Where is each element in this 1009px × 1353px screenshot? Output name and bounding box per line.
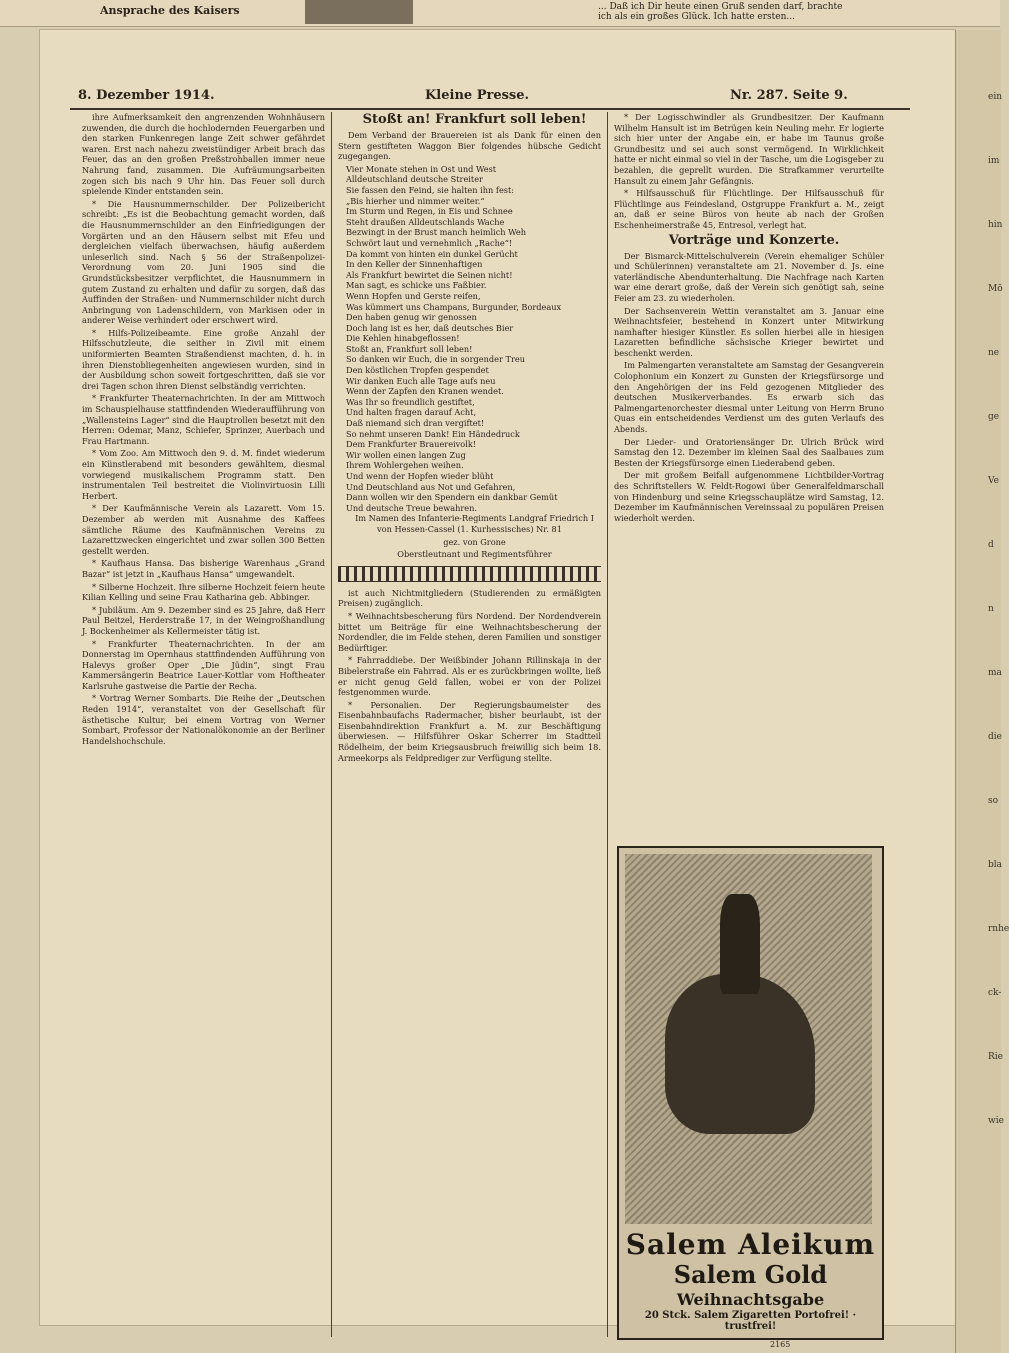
edge-fragment: n [988, 604, 994, 614]
section-title-concerts: Vorträge und Konzerte. [668, 232, 840, 248]
poem-line: Und deutsche Treue bewahren. [346, 502, 477, 513]
column-rule [331, 112, 332, 1337]
poem-line: Schwört laut und vernehmlich „Rache“! [346, 237, 513, 248]
rider-figure [720, 894, 760, 994]
article-paragraph: ist auch Nichtmitgliedern (Studierenden zu ermäßigten Preisen) zugänglich. [338, 587, 601, 609]
poem [338, 164, 601, 514]
article-paragraph: * Vom Zoo. Am Mittwoch den 9. d. M. findet wiederum ein Künstlerabend mit besonders gewähltem, diesmal vorwiegend musikalischem Programm statt. Den instrumentalen Teil bestreitet die Violinvirtuosin Lilli Herbert. [82, 448, 325, 501]
poem-line: Wir danken Euch alle Tage aufs neu [346, 375, 496, 386]
poem-line: Stoßt an, Frankfurt soll leben! [346, 343, 473, 354]
article-paragraph: * Vortrag Werner Sombarts. Die Reihe der „Deutschen Reden 1914“, veranstaltet von der Gesellschaft für ästhetische Kultur, bei einem Vortrag von Werner Sombart, Professor der Nationalökonomie an der Berliner Handelshochschule. [82, 693, 325, 746]
poem-line: Was Ihr so freundlich gestiftet, [346, 396, 475, 407]
column-2 [338, 112, 601, 1337]
ad-brand-1: Salem Aleikum [625, 1228, 876, 1261]
poem-line: Da kommt von hinten ein dunkel Gerücht [346, 248, 518, 259]
poem-line: Den köstlichen Tropfen gespendet [346, 365, 489, 376]
poem-line: Wenn der Zapfen den Kranen wendet. [346, 386, 504, 397]
poem-line: Im Sturm und Regen, in Eis und Schnee [346, 206, 513, 217]
edge-fragment: ein [988, 92, 1003, 102]
poem-line: So nehmt unseren Dank! Ein Händedruck [346, 428, 520, 439]
horse-figure [665, 974, 815, 1134]
prev-illustration [305, 0, 413, 24]
poem-line: In den Keller der Sinnenhaftigen [346, 259, 483, 270]
poem-line: Steht draußen Alldeutschlands Wache [346, 216, 505, 227]
poem-line: Und halten fragen darauf Acht, [346, 407, 477, 418]
poem-line: Und Deutschland aus Not und Gefahren, [346, 481, 516, 492]
edge-fragment: hin [988, 220, 1003, 230]
ad-offer: 20 Stck. Salem Zigaretten Portofrei! · trustfrei! [644, 1310, 857, 1332]
page-header [70, 88, 910, 110]
ad-illustration [625, 854, 872, 1224]
column-rule [607, 112, 608, 1337]
article-paragraph: Im Palmengarten veranstaltete am Samstag der Gesangverein Colophonium ein Konzert zu Gunsten der Kriegsfürsorge und den Angehörigen der ins Feld gezogenen Mitglieder des deutschen Musikerverbandes. Es erwarb sich das Palmengartenorchester diesmal unter Leitung von Herrn Bruno Quas ein entscheidendes Verdienst um des guten Verlaufs des Abends. [614, 360, 884, 435]
article-paragraph: * Fahrraddiebe. Der Weißbinder Johann Rillinskaja in der Bibelerstraße ein Fahrrad. Als er es zurückbringen wollte, ließ er nicht genug Geld fallen, wobei er von der Polizei festgenommen wurde. [338, 655, 601, 698]
article-paragraph: * Frankfurter Theaternachrichten. In der am Donnerstag im Opernhaus stattfindenden Aufführung von Halevys großer Oper „Die Jüdin“, singt Frau Kammersängerin Beatrice Lauer-Kottlar vom Hoftheater Karlsruhe gastweise die Partie der Recha. [82, 638, 325, 691]
signature-regiment: Im Namen des Infanterie-Regiments Landgraf Friedrich I von Hessen-Cassel (1. Kurhessisches) Nr. 81 [355, 513, 594, 534]
poem-line: „Bis hierher und nimmer weiter.“ [346, 195, 485, 206]
edge-fragment: wie [988, 1116, 1004, 1126]
signature-rank: Oberstleutnant und Regimentsführer [397, 549, 552, 560]
header-issue: Nr. 287. Seite 9. [730, 88, 848, 103]
edge-fragment: im [988, 156, 1000, 166]
edge-fragment: ck- [988, 988, 1002, 998]
edge-fragment: so [988, 796, 999, 806]
ad-tagline: Weihnachtsgabe [676, 1290, 825, 1309]
column-3 [614, 112, 884, 832]
column-1 [82, 112, 325, 1337]
edge-fragment: Ve [988, 476, 999, 486]
poem-intro: Dem Verband der Brauereien ist als Dank für einen den Stern gestifteten Waggon Bier folgendes hübsche Gedicht zugegangen. [338, 130, 601, 162]
article-paragraph: * Hilfs-Polizeibeamte. Eine große Anzahl der Hilfsschutzleute, die seither in Zivil mit einem uniformierten Beamten Straßendienst machten, d. h. in ihren Dienstobliegenheiten angewiesen wurden, sind in der Ausbildung schon soweit fortgeschritten, daß sie vor drei Tagen schon ihren Dienst selbständig verrichten. [82, 327, 325, 391]
article-paragraph: * Der Kaufmännische Verein als Lazarett. Vom 15. Dezember ab werden mit Ausnahme des Kaffees sämtliche Räume des Kaufmännischen Vereins zu Lazarettzwecken eingerichtet und zwar sollen 300 Betten gestellt werden. [82, 503, 325, 556]
poem-line: Sie fassen den Feind, sie halten ihn fest: [346, 184, 515, 195]
article-hilfsausschuss: * Hilfsausschuß für Flüchtlinge. Der Hilfsausschuß für Flüchtlinge aus Feindesland, Ostgruppe Frankfurt a. M., zeigt an, daß er seine Büros von heute ab nach der Großen Eschenheimerstraße 45, Entresol, verlegt hat. [614, 188, 884, 230]
article-paragraph: * Kaufhaus Hansa. Das bisherige Warenhaus „Grand Bazar“ ist jetzt in „Kaufhaus Hansa“ umgewandelt. [82, 558, 325, 579]
poem-line: Doch lang ist es her, daß deutsches Bier [346, 322, 514, 333]
article-paragraph: Der Sachsenverein Wettin veranstaltet am 3. Januar eine Weihnachtsfeier, bestehend in Konzert unter Mitwirkung namhafter hiesiger Künstler. Es sollen hierbei alle in hiesigen Lazaretten befindliche sächsische Krieger bewirtet und beschenkt werden. [614, 305, 884, 358]
edge-fragment: Rie [988, 1052, 1003, 1062]
poem-line: Wenn Hopfen und Gerste reifen, [346, 290, 481, 301]
article-logisschwindler: * Der Logisschwindler als Grundbesitzer. Der Kaufmann Wilhelm Hansult ist im Betrügen kein Neuling mehr. Er logierte sich hier unter der Angabe ein, er habe im Taunus große Grundbesitz und sei auch sonst vermögend. In Wirklichkeit hatte er nicht einmal so viel in der Tasche, um die Logisgeber zu bezahlen, die geprellt wurden. Die Strafkammer verurteilte Hansult zu einem Jahr Gefängnis. [614, 112, 884, 186]
prev-right-text: ... Daß ich Dir heute einen Gruß senden darf, brachte ich als ein großes Glück. Ich hatte ersten... [598, 2, 843, 22]
header-date: 8. Dezember 1914. [78, 88, 215, 103]
poem-headline: Stoßt an! Frankfurt soll leben! [362, 112, 587, 127]
edge-fragment: bla [988, 860, 1003, 870]
poem-line: Was kümmert uns Champans, Burgunder, Bordeaux [346, 301, 562, 312]
poem-line: Als Frankfurt bewirtet die Seinen nicht! [346, 269, 513, 280]
article-paragraph: Der Lieder- und Oratoriensänger Dr. Ulrich Brück wird Samstag den 12. Dezember im kleinen Saal des Saalbaues zum Besten der Kriegsfürsorge einen Liederabend geben. [614, 436, 884, 468]
poem-line: Vier Monate stehen in Ost und West [346, 163, 497, 174]
concert-articles [614, 251, 884, 524]
header-paper-title: Kleine Presse. [425, 88, 530, 103]
poem-line: Und wenn der Hopfen wieder blüht [346, 471, 494, 481]
poem-line: Bezwingt in der Brust manch heimlich Weh [346, 227, 527, 238]
poem-line: Daß niemand sich dran vergiftet! [346, 418, 485, 429]
poem-line: Die Kehlen hinabgeflossen! [346, 333, 460, 344]
poem-line: Dann wollen wir den Spendern ein dankbar Gemüt [346, 492, 558, 503]
poem-line: Ihrem Wohlergehen weihen. [346, 460, 464, 471]
edge-fragment: d [988, 540, 994, 550]
article-paragraph: * Frankfurter Theaternachrichten. In der am Mittwoch im Schauspielhause stattfindenden Wiederaufführung von „Wallensteins Lager“ sind die Hauptrollen besetzt mit den Herren: Odemar, Manz, Schiefer, Sprinzer, Auerbach und Frau Hartmann. [82, 393, 325, 446]
article-paragraph: Der Bismarck-Mittelschulverein (Verein ehemaliger Schüler und Schülerinnen) veranstaltete am 21. November d. Js. eine vaterländische Abendunterhaltung. Die Nachfrage nach Karten war eine derart große, daß der Verein sich genötigt sah, seine Feier am 23. zu wiederholen. [614, 250, 884, 303]
cigarette-advertisement [617, 846, 884, 1340]
article-paragraph: * Weihnachtsbescherung fürs Nordend. Der Nordendverein bittet um Beiträge für eine Weihnachtsbescherung der Nordendler, die im Felde stehen, deren Familien und sonstiger Bedürftiger. [338, 610, 601, 653]
poem-line: Alldeutschland deutsche Streiter [346, 174, 483, 185]
column-2-articles [338, 588, 601, 764]
article-paragraph: * Jubiläum. Am 9. Dezember sind es 25 Jahre, daß Herr Paul Beitzel, Herderstraße 17, in der Weingroßhandlung J. Bockenheimer als Kellermeister tätig ist. [82, 604, 325, 636]
ad-brand-2: Salem Gold [673, 1260, 828, 1289]
edge-fragment: die [988, 732, 1002, 742]
poem-line: Dem Frankfurter Brauereivolk! [346, 439, 477, 450]
edge-fragment: rnhe [988, 924, 1009, 934]
article-paragraph: ihre Aufmerksamkeit den angrenzenden Wohnhäusern zuwenden, die durch die hochlodernden Feuergarben und den starken Funkenregen lange Zeit schwer gefährdet waren. Erst nach nahezu zweistündiger Arbeit brach das Feuer, das an den großen Preßstrohballen immer neue Nahrung fand, zusammen. Die Aufräumungsarbeiten zogen sich bis nach 9 Uhr hin. Das Feuer soll durch spielende Kinder entstanden sein. [82, 112, 325, 197]
poem-line: Man sagt, es schicke uns Faßbier. [346, 280, 487, 291]
poem-line: Den haben genug wir genossen [346, 312, 477, 323]
article-paragraph: * Silberne Hochzeit. Ihre silberne Hochzeit feiern heute Kilian Kelling und seine Frau Katharina geb. Abbinger. [82, 581, 325, 603]
poem-line: Wir wollen einen langen Zug [346, 449, 466, 460]
ornamental-divider [338, 566, 601, 582]
poem-line: So danken wir Euch, die in sorgender Treu [346, 354, 525, 365]
signature-name: gez. von Grone [443, 536, 506, 547]
article-paragraph: * Die Hausnummernschilder. Der Polizeibericht schreibt: „Es ist die Beobachtung gemacht worden, daß die Hausnummernschilder an den Einfriedigungen der Vorgärten und an den Häusern selbst mit Efeu und dergleichen vielfach überwachsen, häufig außerdem unleserlich sind. Nach § 56 der Straßenpolizei-Verordnung vom 20. Juni 1905 sind die Grundstücksbesitzer verpflichtet, die Hausnummern in gutem Zustand zu erhalten und dafür zu sorgen, daß das Auffinden der Straßen- und Nummernschilder nicht durch Anbringung von Ladenschildern, von Markisen oder in anderer Weise verhindert oder erschwert wird. [82, 198, 325, 326]
edge-fragment: ge [988, 412, 1000, 422]
article-paragraph: * Personalien. Der Regierungsbaumeister des Eisenbahnbaufachs Radermacher, bisher beurlaubt, ist der Eisenbahndirektion Frankfurt a. M. zur Beschäftigung überwiesen. — Hilfsführer Oskar Scherrer im Stadtteil Rödelheim, der beim Kriegsausbruch freiwillig sich beim 18. Armeekorps als Feldprediger zur Verfügung stellte. [338, 699, 601, 763]
previous-page-strip [0, 0, 1000, 27]
article-paragraph: Der mit großem Beifall aufgenommene Lichtbilder-Vortrag des Schriftstellers W. Feldt-Rogowi über Generalfeldmarschall von Hindenburg und seine Kriegsschauplätze wird Samstag, 12. Dezember im Kaufmännischen Vereinssaal zu populären Preisen wiederholt werden. [614, 470, 884, 523]
edge-fragment: Mö [988, 284, 1003, 294]
adjacent-page-edge [955, 30, 1009, 1353]
edge-fragment: ne [988, 348, 1000, 358]
edge-fragment: ma [988, 668, 1002, 678]
page-number: 2165 [770, 1340, 791, 1349]
prev-left-text: Ansprache des Kaisers [100, 4, 240, 17]
